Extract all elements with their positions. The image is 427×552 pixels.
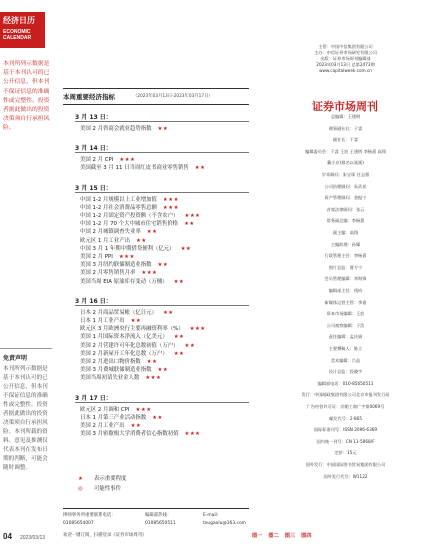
calendar-event (80, 158, 135, 163)
calendar-event (80, 255, 135, 260)
day-label: 3 月 15 日： (75, 184, 112, 192)
masthead-line: 国外发行代号：W1122 (323, 473, 368, 479)
calendar-event (80, 360, 157, 365)
ad-logo: 图二 (268, 532, 279, 539)
calendar-event (80, 416, 163, 421)
footer-hotline-label: 编辑部热线： (145, 513, 172, 518)
star-icon: ★ (78, 476, 83, 482)
masthead-line: 编辑部主任：钱钧 (328, 288, 363, 293)
event-text: 欧元区 1 月工业产出 (80, 237, 130, 244)
masthead-line: 国外发行：中国国际图书贸易集团有限公司 (305, 462, 386, 467)
event-text: 美国 2 月 CPI (80, 157, 114, 164)
calendar-event (80, 408, 152, 413)
day-label: 3 月 14 日： (75, 145, 112, 153)
importance-stars: ★★ (146, 359, 158, 365)
economic-calendar-badge (0, 12, 45, 48)
page-number: 04 (3, 532, 12, 541)
day-rule (75, 121, 249, 122)
masthead-line: 邮发代号：2-865 (328, 415, 363, 421)
footer-lawyer-phone: 01085654007 (63, 521, 94, 526)
masthead-line: 编辑委员会：于睿 王宸 王建明 李杨熹 高翔 (305, 148, 386, 154)
calendar-event (80, 327, 206, 332)
masthead-line: 主管：中国中信集团有限公司 (318, 44, 373, 49)
importance-stars: ★★ (152, 414, 163, 421)
ad-logo: 图一 (252, 532, 263, 539)
importance-stars: ★★ (173, 334, 185, 341)
importance-stars: ★★ (184, 221, 195, 228)
masthead-line: 总编辑：王建明 (330, 114, 361, 119)
masthead-line: 设计总监：段晓宇 (328, 369, 363, 375)
calendar-event (80, 432, 201, 437)
masthead-line: 发行：中国邮政集团有限公司北京市报刊发行局 (301, 392, 390, 398)
importance-stars: ★★★ (184, 431, 201, 438)
day-rule (75, 192, 249, 193)
importance-stars: ★★ (184, 342, 196, 349)
legend-label: 表示重要程度 (94, 476, 127, 482)
masthead-line: 资产管理顾问：金振宁 (324, 195, 367, 201)
badge-title-en: ECONOMIC CALENDAR (3, 29, 32, 41)
calendar-event (80, 344, 195, 349)
event-text: 中国 1-2 月 70 个大中城市住宅销售价格 (80, 221, 178, 228)
event-text: 欧元区 2 月调和 CPI (80, 406, 130, 413)
event-text: 中国 3 月 1 年期中期借贷便利（亿元） (80, 245, 175, 252)
importance-stars: ★★ (157, 367, 169, 374)
legend-label: 可能性事件 (94, 486, 121, 492)
importance-stars: ★★ (157, 262, 169, 269)
masthead-line: 广告经营许可证：京朝工商广字第0069号 (306, 404, 385, 409)
masthead-line: 行政管理主任：李杨熹 (324, 253, 367, 259)
event-text: 美国 2 月 PPI (80, 254, 113, 260)
importance-stars: ★★★ (135, 406, 152, 413)
masthead-line: 出版：证券市场周刊编辑部 (320, 56, 371, 61)
calendar-event (80, 352, 184, 357)
event-text: 美国 2 月营建许可年化总数初值（万户） (80, 342, 179, 349)
event-text: 日本 2 月商品贸易帐（亿日元） (80, 309, 157, 316)
calendar-event (80, 206, 179, 211)
day-label: 3 月 17 日： (75, 394, 112, 402)
calendar-event (80, 230, 157, 235)
calendar-event (80, 247, 191, 252)
calendar-top-rule (63, 88, 249, 89)
masthead-line: 美术编辑：吕品 (330, 357, 361, 363)
masthead-line: 会员管理编辑：李海锋 (324, 276, 367, 282)
event-text: 美国 2 月零售销售月率 (80, 270, 136, 277)
badge-title-cn: 经济日历 (3, 16, 35, 25)
disclaimer-title: 免责声明 (3, 355, 28, 362)
importance-stars: ★★★ (141, 270, 158, 277)
masthead-line: 学术顾问：朱宝琛 任志强 (321, 172, 370, 177)
importance-stars: ★★★ (162, 204, 179, 211)
importance-stars: ★★ (157, 126, 169, 132)
importance-stars: ★★★ (119, 157, 136, 164)
importance-stars: ★★★ (184, 213, 201, 219)
event-text: 中国 1-2 月规模以上工业增加值 (80, 196, 157, 203)
event-text: 美国 1 月国际资本净流入（亿美元） (80, 334, 168, 341)
masthead-line: 资本市场编辑：王宸 (326, 311, 365, 317)
event-text: 美国当周 EIA 原油库存变动（万桶） (80, 278, 168, 285)
event-text: 美国 2 月新屋开工年化总数（万户） (80, 350, 168, 357)
masthead-line: 副主编：高翔 (332, 230, 359, 235)
masthead-line: 定价：15元 (334, 450, 357, 456)
ad-strip (252, 528, 424, 542)
importance-stars: ★★ (130, 318, 142, 324)
day-rule (75, 305, 249, 306)
circle-icon: ◎ (78, 486, 83, 492)
calendar-event (80, 335, 184, 340)
importance-stars: ★★ (146, 229, 158, 236)
importance-stars: ★★★ (162, 196, 179, 203)
masthead-line: 主编助理：孙耀 (330, 241, 361, 247)
event-text: 美国 3 月费城联储制造业指数 (80, 367, 152, 374)
masthead-line: 公司观察编辑：于浩 (326, 322, 365, 328)
footer-email-label: E-mail: (203, 513, 219, 518)
masthead-line: 国际标准刊号：ISSN 2096-6369 (313, 427, 378, 433)
event-text: 中国 1-2 月固定资产投资额（不含农户） (80, 213, 179, 219)
importance-stars: ★★ (194, 165, 206, 172)
footer-lawyer-label: 律师事务所重要联系电话： (63, 513, 116, 518)
calendar-legend (78, 474, 126, 494)
event-text: 中国 2 月城镇调查失业率 (80, 229, 141, 236)
event-text: 美国当周初请失业金人数 (80, 375, 140, 382)
footer-email[interactable]: tougaolu@163.com (203, 521, 246, 526)
calendar-event (80, 271, 157, 276)
importance-stars: ★★ (180, 245, 192, 252)
event-text: 美国 2 月咨商会就业趋势指数 (80, 126, 152, 132)
masthead-line: www.capitalweek.com.cn (319, 68, 372, 73)
masthead-line: 戴小京(排名以笔画) (327, 160, 364, 166)
event-text: 美国 2 月工业产出 (80, 423, 125, 429)
masthead-line: 理事副社长：于睿 (328, 125, 363, 131)
event-text: 美国 2 月进出口物价指数 (80, 359, 141, 365)
calendar-event (80, 222, 195, 227)
calendar-event (80, 319, 141, 324)
importance-stars: ★★ (173, 350, 185, 357)
masthead-logo: 证券市场周刊 (312, 100, 378, 113)
masthead-line: 首席法律顾问：张云 (326, 206, 365, 212)
disclaimer-text: 本刊所列示数据是基于本刊认可的已公开信息，但本刊不保证信息的准确性或完整性。投资者据此做出的投资决策须自行承担风险。本刊所载的资料、意见及推测仅代表本刊在发布日期的判断，可能会随时调整。 (3, 366, 48, 471)
event-text: 美国截至 3 月 11 日当周红皮书商业零售销售 (80, 165, 189, 172)
disclaimer-box (0, 348, 52, 537)
importance-stars: ★★★ (145, 375, 162, 382)
left-sidebar (0, 0, 57, 552)
day-label: 3 月 13 日： (75, 114, 112, 121)
event-text: 欧元区 3 月欧洲央行主要再融资利率（%） (80, 326, 184, 333)
event-text: 美国 3 月密歇根大学消费者信心指数初值 (80, 431, 179, 438)
event-text: 中国 1-2 月社会消费品零售总额 (80, 204, 157, 211)
masthead-line: 国内统一刊号：CN 11-5868/F (316, 438, 375, 444)
importance-stars: ★★ (162, 309, 174, 316)
page-date: 2023/03/13 (20, 535, 46, 541)
calendar-event (80, 368, 168, 373)
day-rule (75, 152, 249, 153)
calendar-date-range: （2023年03月13日-2023年03月17日） (133, 94, 213, 99)
masthead-line: 新媒体运营主管：李嘉 (324, 299, 367, 305)
masthead-line: 编辑部电话：010-85650511 (317, 380, 374, 386)
calendar-event (80, 127, 168, 132)
legend-item-importance (78, 474, 126, 484)
event-text: 美国 3 月纽约联储制造业指数 (80, 262, 152, 269)
footer-rule (63, 508, 249, 509)
day-label: 3 月 16 日： (75, 297, 112, 305)
ad-logo: 图四 (301, 532, 312, 539)
day-rule (75, 402, 249, 403)
calendar-event (80, 198, 179, 203)
masthead-line: 主要撰稿人：陈立 (328, 346, 363, 351)
importance-stars: ★★★ (118, 254, 135, 260)
calendar-title: 本周重要经济指标 (63, 93, 115, 101)
importance-stars: ★★ (173, 278, 185, 285)
footer-hotline-phone: 01085650511 (145, 521, 176, 526)
masthead-line: 责任编辑：孟庆娟 (328, 334, 363, 340)
event-text: 日本 1 月工业产出 (80, 318, 125, 324)
masthead-line: 图片总监：曹方宁 (328, 264, 363, 270)
masthead-line: 主办：中信证券市场研究有限公司 (314, 50, 377, 55)
event-text: 日本 1 月第三产业活动指数 (80, 414, 147, 421)
ad-logo: 图三 (284, 532, 296, 539)
legend-item-possible (78, 484, 126, 494)
calendar-event (80, 424, 141, 429)
calendar-event (80, 311, 174, 316)
calendar-event (80, 166, 205, 171)
importance-stars: ★★ (135, 237, 147, 244)
calendar-title-rule (63, 104, 249, 105)
calendar-event (80, 376, 161, 381)
calendar-event (80, 214, 200, 219)
importance-stars: ★★★ (189, 326, 206, 333)
masthead-line: 公司治理顾问：朱武祥 (324, 183, 367, 189)
importance-stars: ★★ (130, 423, 142, 429)
calendar-event (80, 280, 184, 285)
calendar-event (80, 263, 168, 268)
calendar-event (80, 239, 147, 244)
footer-subscribe: 欢迎一键订阅，扫描登录《证券市场周刊》 (63, 533, 147, 538)
masthead-line: 2023年03月13日 总第2473期 (316, 62, 375, 67)
sidebar-column-text: 本刊所列示数据是基于本刊认可的已公开信息，但本刊不保证信息的准确性或完整性。投资者据此做出的投资决策须自行承担风险。 (3, 61, 50, 132)
masthead-line: 副社长：于睿 (332, 137, 359, 143)
masthead-line: 常务副总编：李杨熹 (326, 218, 365, 224)
